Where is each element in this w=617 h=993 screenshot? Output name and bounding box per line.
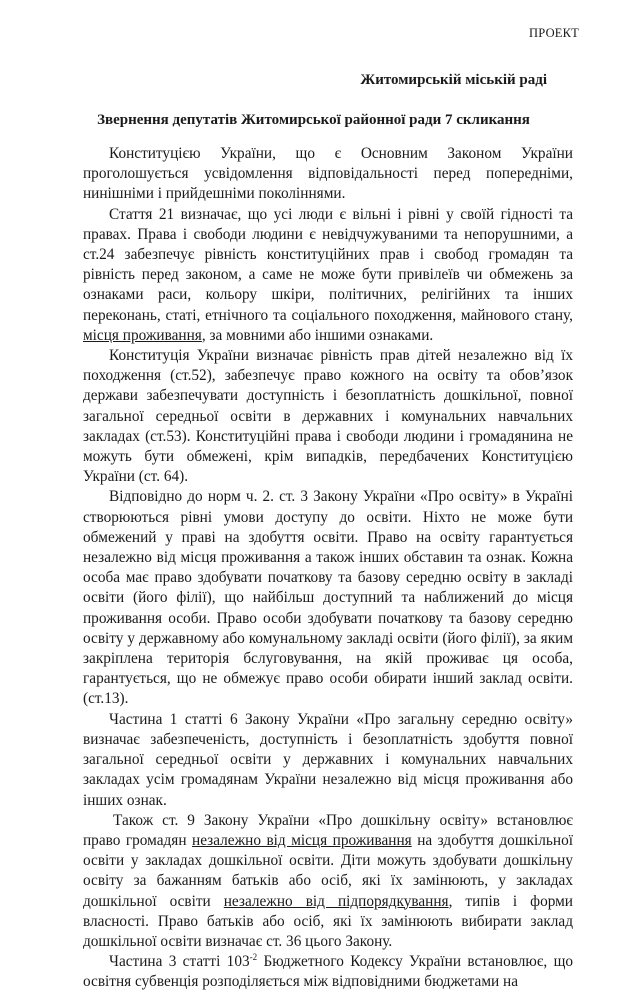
text-run: Бюджетного Кодексу України встановлює, що освітня субвенція розподіляється між відповідними бюджетами на bbox=[83, 953, 573, 991]
underlined-phrase: незалежно від підпорядкування bbox=[223, 892, 449, 910]
paragraph-article-21 bbox=[83, 205, 573, 346]
text-run: Конституцією України, що є Основним Законом України проголошується усвідомлення відповідальності перед попередніми, нинішніми і прийдешніми поколіннями. bbox=[83, 145, 573, 203]
text-run: Також ст. 9 Закону України «Про дошкільну освіту» встановлює право громадян bbox=[83, 811, 573, 849]
paragraph-preschool-education bbox=[83, 811, 573, 952]
text-run: на здобуття дошкільної освіти у закладах дошкільної освіти. Діти можуть здобувати дошкільну освіту за бажанням батьків або осіб, які їх замінюють, у закладах дошкільної освіти bbox=[83, 831, 573, 910]
addressee-heading: Житомирській міській раді bbox=[360, 72, 547, 88]
text-run: Частина 3 статті 103 bbox=[109, 953, 250, 971]
superscript: -2 bbox=[249, 952, 258, 963]
paragraph-law-on-education bbox=[83, 487, 573, 709]
text-run: Частина 1 статті 6 Закону України «Про загальну середню освіту» визначає забезпеченість, доступність і безоплатність здобуття повної загальної середньої освіти у державних і комунальних навчальних закладах усім громадянам України незалежно від місця проживання або інших ознак. bbox=[83, 710, 573, 809]
document-title: Звернення депутатів Житомирської районної ради 7 скликання bbox=[97, 112, 530, 128]
paragraph-children-rights bbox=[83, 346, 573, 487]
text-run: Стаття 21 визначає, що усі люди є вільні і рівні у своїй гідності та правах. Права і свободи людини є невідчужуваними та непорушними, а ст.24 забезпечує рівність конституційних прав і свобод громадян та рівність перед законом, а саме не може бути привілеїв чи обмежень за ознаками раси, кольору шкіри, політичних, релігійних та інших переконань, статі, етнічного та соціального походження, майнового стану, bbox=[83, 205, 573, 324]
text-run: Конституція України визначає рівність прав дітей незалежно від їх походження (ст.52), забезпечує право кожного на освіту та обов’язок держави забезпечувати доступність і безоплатність дошкільної, повної загальної середньої освіти в державних і комунальних навчальних закладах (ст.53). Конституційні права і свободи людини і громадянина не можуть бути обмежені, крім випадків, передбачених Конституцією України (ст. 64). bbox=[83, 347, 573, 486]
document-body bbox=[83, 144, 573, 993]
underlined-phrase: місця проживання bbox=[83, 326, 202, 344]
underlined-phrase: незалежно від місця проживання bbox=[192, 831, 412, 849]
draft-stamp: ПРОЕКТ bbox=[529, 26, 579, 40]
text-run: Відповідно до норм ч. 2. ст. 3 Закону України «Про освіту» в Україні створюються рівні умови доступу до освіти. Ніхто не може бути обмежений у праві на здобуття освіти. Право на освіту гарантується незалежно від місця проживання а також інших обставин та ознак. Кожна особа має право здобувати початкову та базову середню освіту в закладі освіти (його філії), що найбільш доступний та наближений до місця проживання особи. Право особи здобувати початкову та базову середню освіту у державному або комунальному закладі освіти (його філії), за яким закріплена територія бслуговування, на якій проживає ця особа, гарантується, що не обмежує право особи обирати інший заклад освіти. (ст.13). bbox=[83, 488, 573, 708]
text-run: , за мовними або іншими ознаками. bbox=[201, 326, 434, 344]
paragraph-constitution-intro bbox=[83, 144, 573, 205]
paragraph-budget-code bbox=[83, 952, 573, 992]
paragraph-general-secondary-education bbox=[83, 710, 573, 811]
text-run: , типів і форми власності. Право батьків або осіб, які їх замінюють вибирати заклад дошкільної освіти визначає ст. 36 цього Закону. bbox=[83, 892, 573, 950]
